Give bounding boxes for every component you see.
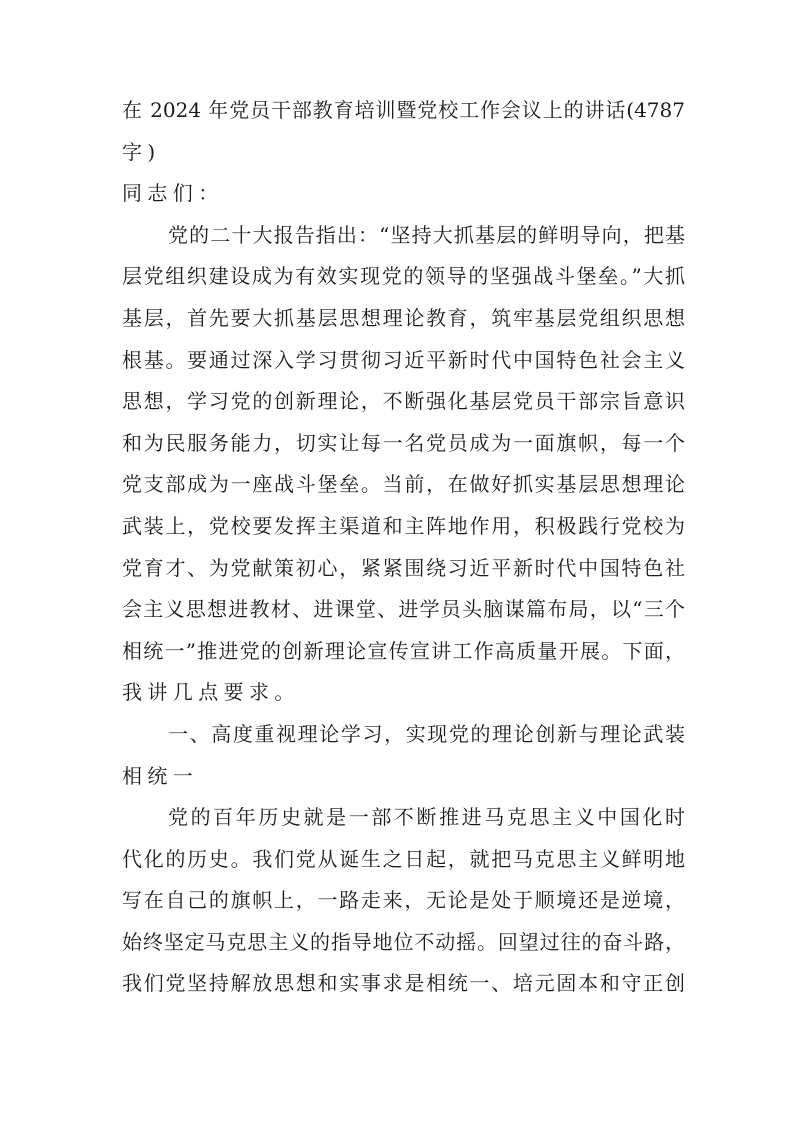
document-title-line-2: 字) — [122, 139, 161, 164]
paragraph-line: 党育才、为党献策初心，紧紧围绕习近平新时代中国特色社 — [122, 555, 685, 580]
section-heading-line: 一、高度重视理论学习，实现党的理论创新与理论武装 — [168, 721, 685, 746]
paragraph-line: 和为民服务能力，切实让每一名党员成为一面旗帜，每一个 — [122, 430, 685, 455]
paragraph-line: 思想，学习党的创新理论，不断强化基层党员干部宗旨意识 — [122, 389, 685, 414]
paragraph-line: 会主义思想进教材、进课堂、进学员头脑谋篇布局，以“三个 — [122, 597, 685, 622]
paragraph-line: 党的二十大报告指出：“坚持大抓基层的鲜明导向，把基 — [168, 222, 685, 247]
paragraph-line: 始终坚定马克思主义的指导地位不动摇。回望过往的奋斗路， — [122, 929, 685, 954]
paragraph-line: 武装上，党校要发挥主渠道和主阵地作用，积极践行党校为 — [122, 513, 685, 538]
paragraph-line: 我们党坚持解放思想和实事求是相统一、培元固本和守正创 — [122, 971, 685, 996]
paragraph-line: 我讲几点要求。 — [122, 680, 300, 705]
paragraph-line: 根基。要通过深入学习贯彻习近平新时代中国特色社会主义 — [122, 347, 685, 372]
paragraph-line: 写在自己的旗帜上，一路走来，无论是处于顺境还是逆境， — [122, 888, 685, 913]
paragraph-line: 基层，首先要大抓基层思想理论教育，筑牢基层党组织思想 — [122, 305, 685, 330]
paragraph-line: 党支部成为一座战斗堡垒。当前，在做好抓实基层思想理论 — [122, 472, 685, 497]
paragraph-line: 层党组织建设成为有效实现党的领导的坚强战斗堡垒。”大抓 — [122, 264, 685, 289]
paragraph-line: 党的百年历史就是一部不断推进马克思主义中国化时 — [168, 805, 685, 830]
document-title-line-1: 在 2024 年党员干部教育培训暨党校工作会议上的讲话(4787 — [122, 98, 685, 122]
section-heading-line: 相统一 — [122, 763, 199, 788]
paragraph-line: 代化的历史。我们党从诞生之日起，就把马克思主义鲜明地 — [122, 846, 685, 871]
salutation: 同志们： — [122, 181, 224, 206]
document-page — [122, 90, 685, 1005]
paragraph-line: 相统一”推进党的创新理论宣传宣讲工作高质量开展。下面， — [122, 638, 685, 663]
